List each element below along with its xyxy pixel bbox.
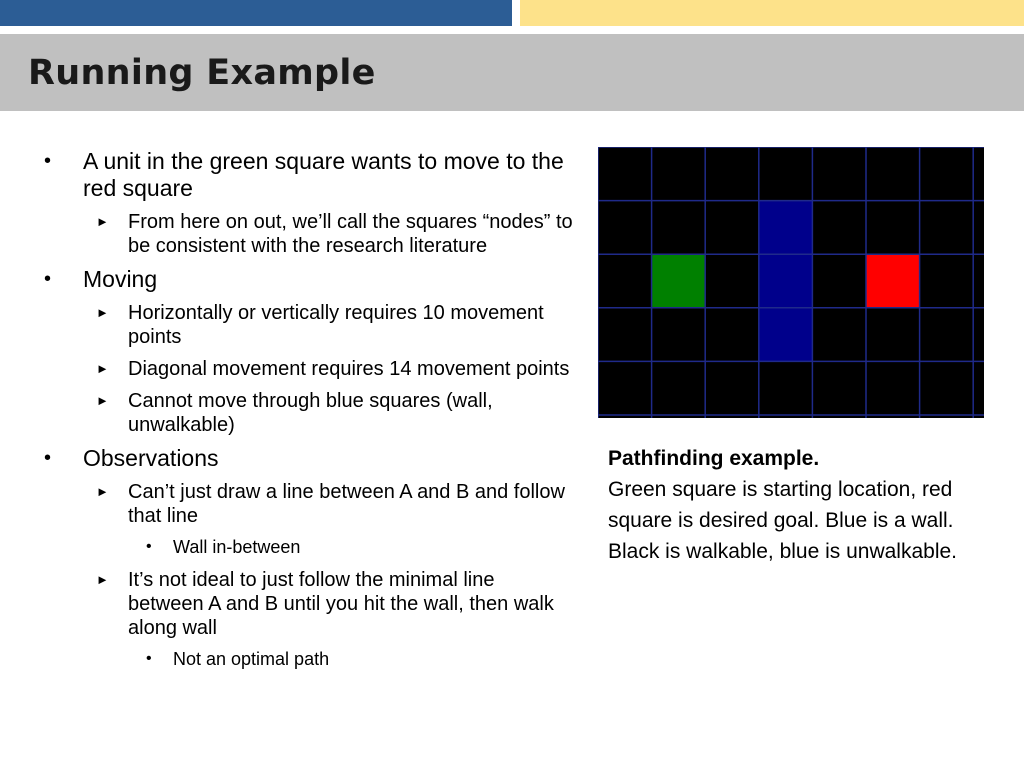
slide-title: Running Example <box>28 53 376 93</box>
bullet-text: Can’t just draw a line between A and B and follow that line <box>128 481 565 527</box>
grid-canvas <box>598 147 984 418</box>
grid-cell-start <box>652 254 706 308</box>
sub-sub-bullet-item <box>44 648 574 670</box>
bullet-marker: • <box>146 538 152 555</box>
bullet-text: Cannot move through blue squares (wall, unwalkable) <box>128 390 493 436</box>
bullet-text: From here on out, we’ll call the squares “nodes” to be consistent with the research literature <box>128 211 573 257</box>
bullet-text: Horizontally or vertically requires 10 movement points <box>128 302 544 348</box>
bullet-text: Not an optimal path <box>173 649 330 669</box>
bullet-item <box>44 266 574 293</box>
bullet-text: Diagonal movement requires 14 movement points <box>128 358 570 380</box>
sub-sub-bullet-item <box>44 536 574 558</box>
bullet-marker: • <box>146 650 152 667</box>
sub-bullet-item <box>44 568 574 640</box>
bullet-text: Observations <box>83 445 219 471</box>
sub-bullet-item <box>44 389 574 437</box>
caption-body: Green square is starting location, red square is desired goal. Blue is a wall. Black is walkable, blue is unwalkable. <box>608 478 958 563</box>
arrow-bullet-icon: ► <box>96 393 109 408</box>
caption-title: Pathfinding example. <box>608 447 820 470</box>
sub-bullet-item <box>44 301 574 349</box>
grid-cell-wall <box>759 201 813 255</box>
sub-bullet-item <box>44 210 574 258</box>
bullet-list <box>44 148 574 680</box>
grid-cell-wall <box>759 254 813 308</box>
top-accent-bar-yellow <box>520 0 1024 26</box>
top-accent-bar-blue <box>0 0 512 26</box>
bullet-item <box>44 148 574 202</box>
bullet-text: Wall in-between <box>173 537 301 557</box>
sub-bullet-item <box>44 480 574 528</box>
bullet-marker: • <box>44 268 52 290</box>
arrow-bullet-icon: ► <box>96 214 109 229</box>
arrow-bullet-icon: ► <box>96 484 109 499</box>
bullet-text: It’s not ideal to just follow the minimal line between A and B until you hit the wall, then walk along wall <box>128 569 554 639</box>
bullet-item <box>44 445 574 472</box>
bullet-marker: • <box>44 447 52 469</box>
bullet-text: A unit in the green square wants to move to the red square <box>83 148 564 201</box>
arrow-bullet-icon: ► <box>96 572 109 587</box>
arrow-bullet-icon: ► <box>96 305 109 320</box>
sub-bullet-item <box>44 357 574 381</box>
grid-cell-wall <box>759 308 813 362</box>
figure-caption <box>608 443 988 567</box>
pathfinding-grid <box>598 147 984 418</box>
bullet-marker: • <box>44 150 52 172</box>
arrow-bullet-icon: ► <box>96 361 109 376</box>
grid-cell-goal <box>866 254 920 308</box>
bullet-text: Moving <box>83 266 158 292</box>
